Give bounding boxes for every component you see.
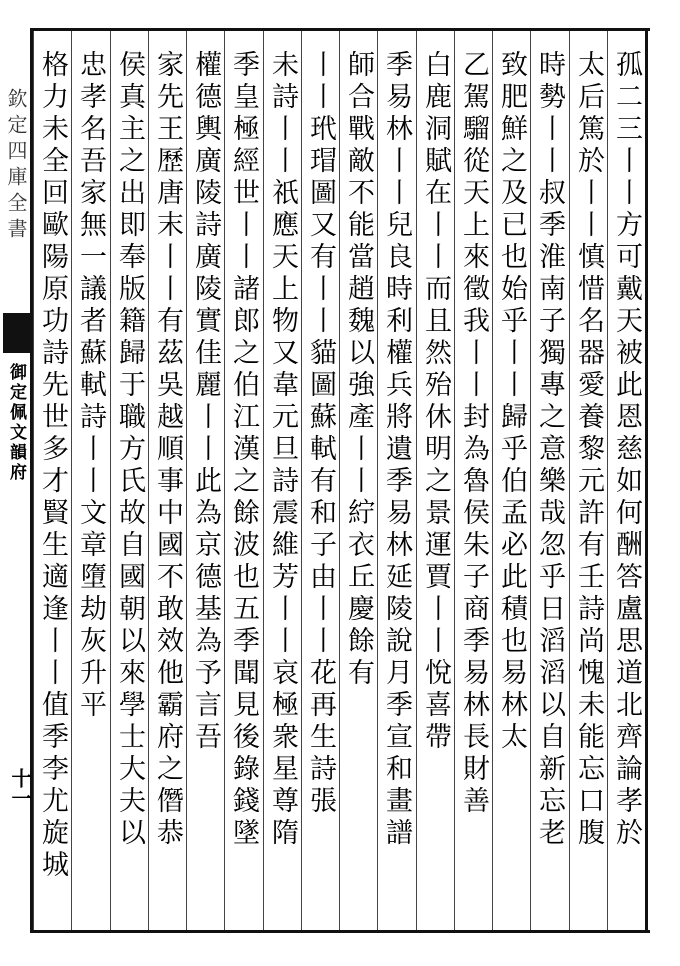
text-column: 忠孝名吾家無一議者蘇軾詩丨丨文章墮劫灰升平: [75, 50, 106, 722]
page-margin: [0, 28, 30, 933]
text-column: 侯真主之出即奉版籍歸于職方氏故自國朝以來學士大夫以: [114, 50, 145, 850]
book-label: 御定佩文韻府: [6, 363, 26, 483]
text-column: 格力未全回歐陽原功詩先世多才賢生適逢丨丨值季李尤旋城: [37, 50, 68, 882]
page-number: 十一: [8, 768, 32, 808]
text-column: 乙駕騮從天上來徵我丨丨封為魯侯朱子商季易林長財善: [458, 50, 489, 818]
text-column: 致肥鮮之及已也始乎丨丨歸乎伯孟必此積也易林太: [496, 50, 527, 754]
text-column: 季易林丨丨兒良時利權兵將遺季易林延陵說月季宣和畫譜: [381, 50, 412, 850]
text-column: 季皇極經世丨丨諸郎之伯江漢之餘波也五季聞見後錄錢墜: [228, 50, 259, 850]
text-column: 太后篤於丨丨慎惜名器愛養黎元許有壬詩尚愧未能忘口腹: [573, 50, 604, 850]
text-column: 丨丨玳瑁圖又有丨丨貓圖蘇軾有和子由丨丨花再生詩張: [305, 50, 336, 818]
text-column: 未詩丨丨祇應天上物又韋元旦詩震維芳丨丨哀極衆星尊隋: [267, 50, 298, 850]
text-column: 白鹿洞賦在丨丨而且然殆休明之景運賈丨丨悅喜帶: [420, 50, 451, 754]
text-column: 家先王歷唐末丨丨有茲吳越順事中國不敢效他霸府之僭恭: [152, 50, 183, 850]
text-column: 師合戰敵不能當趙魏以強產丨丨紵衣丘慶餘有: [343, 50, 374, 690]
frame-bottom-border: [30, 930, 650, 933]
frame-top-border: [30, 28, 650, 31]
text-column: 權德輿廣陵詩廣陵實佳麗丨丨此為京德基為予言吾: [190, 50, 221, 754]
frame-right-border: [645, 28, 648, 933]
text-column: 孤二三丨丨方可戴天被此恩慈如何酬答盧思道北齊論孝於: [611, 50, 642, 850]
fish-tail-mark: [3, 313, 31, 353]
running-head: 欽定四庫全書: [4, 88, 28, 244]
text-column: 時勢丨丨叔季淮南子獨專之意樂哉忽乎日滔滔以自新忘老: [534, 50, 565, 850]
